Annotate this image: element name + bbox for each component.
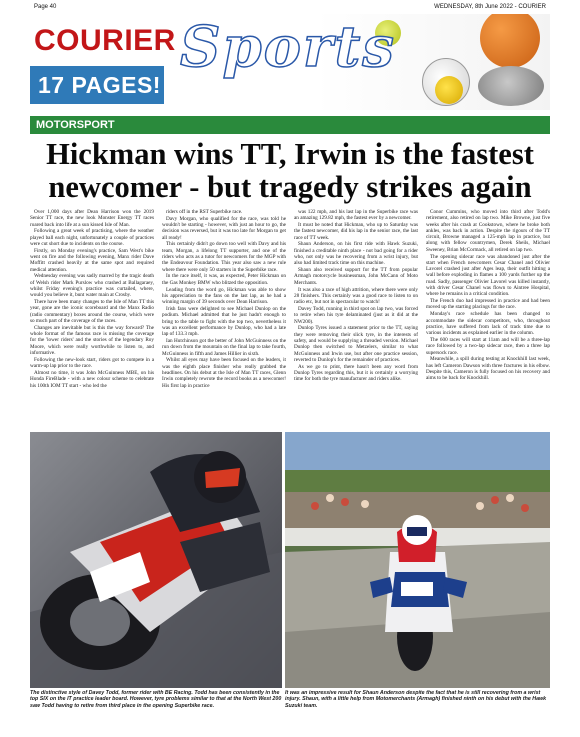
article-paragraph: This certainly didn't go down too well with Davy and his team, Morgan, a lifelong TT supporter, and one of the riders who acts as a tutor for newcomers for the MGP with the Endeavour Foundation. This year also saw a new rule where there were only 50 starters in the Superbike race. xyxy=(162,241,286,273)
article-paragraph: Over 1,000 days after Dean Harrison won the 2019 Senior TT race, the new look Monster Energy TT races roared back into life at a sun kissed Isle of Man. xyxy=(30,209,154,228)
article-paragraph: The opening sidecar race was abandoned just after the start when French newcomers Cesar Chanel and Olivier Lavorel crashed just after Ages leap, their outfit hitting a wall before exploding in flames a 100 yards further up the road. Sadly, passenger Olivier Lavorel was killed instantly, with driver Cesar Chanel was flown to Aintree Hospital, where he remains in a critical condition. xyxy=(426,253,550,298)
article-paragraph: Changes are inevitable but is this the way forward? The whole format of the famous race is missing the coverage for the 'lower riders' and the stories of the legendary Roy Moore, which were really worthwhile to listen to, and informative. xyxy=(30,324,154,357)
motorcycle-racer-image xyxy=(30,432,282,688)
article-paragraph: Shaun also received support for the TT from popular Armagh motorcycle businessman, John McCann of Moto Merchants. xyxy=(294,267,418,286)
article-column-4 xyxy=(426,209,550,429)
article-column-1 xyxy=(30,209,154,429)
article-paragraph: Davy Morgan, who qualified for the race, was told he wouldn't be starting - however, with just an hour to go, the decision was reversed, but it was too late for Morgan to get all ready! xyxy=(162,215,286,241)
article-paragraph: There have been many changes to the Isle of Man TT this year, gone are the iconic scoreboard and the Manx Radio (radio commentary) boxes around the course, which were so much part of the coverage of the races. xyxy=(30,299,154,325)
pool-ball-icon xyxy=(435,76,463,104)
photo-caption-left: The distinctive style of Davey Todd, former rider with BE Racing. Todd has been consistently in the top SIX on the IT practice leader board. However, tyre problems similar to that at the North West 200 saw Todd having to retire from third place in the opening Superbike race. xyxy=(30,690,282,709)
article-column-3 xyxy=(294,209,418,429)
article-paragraph: Wednesday evening was sadly marred by the tragic death of Welsh rider Mark Purslow who crashed at Ballagaraey, whilst Friday evening's practice was curtailed, where, would you believe it, bunt water main at Crosby. xyxy=(30,273,154,299)
section-label: MOTORSPORT xyxy=(36,119,115,131)
rugby-ball-icon xyxy=(478,66,544,106)
motorcycle-road-race-image xyxy=(285,432,550,688)
article-paragraph: Monday's race schedule has been changed to accommodate the sidecar competitors, who, throughout practice, have suffered from lack of track time due to various incidents as explained earlier in the column. xyxy=(426,311,550,337)
article-paragraph: It must be noted that Hickman, who up to Saturday was the fastest newcomer, did his lap in the senior race, the last race of TT week. xyxy=(294,222,418,241)
page-header xyxy=(0,0,580,14)
photo-shaun-anderson xyxy=(285,432,550,688)
article-paragraph: The 600 races will start at 11am and will be a three-lap race followed by a two-lap sidecar race, then a three lap supersock race. xyxy=(426,336,550,356)
article-paragraph: Shaun Anderson, on his first ride with Hawk Suzuki, finished a creditable ninth place - not bad going for a rider who, not only was he recovering from a wrist injury, but also had limited track time on this machine. xyxy=(294,241,418,267)
article-paragraph: Dunlop Tyres issued a statement prior to the TT, saying they were removing their slick tyre, in the interests of safety, and would be supplying a threaded version. Michael Dunlop then switched to Metzelers, similar to what McGuinness and Irwin use, but after one practice session, reverted to Dunlop's for the remainder of practices. xyxy=(294,325,418,363)
article-column-2 xyxy=(162,209,286,429)
photo-caption-right: It was an impressive result for Shaun Anderson despite the fact that he is still recovering from a wrist injury. Shaun, with a little help from Motomerchants (Armagh) finished ninth on his debut with the Hawk Suzuki team. xyxy=(285,690,547,709)
article-paragraph: was 122 mph, and his last lap in the Superbike race was an amazing 129.82 mph, the fastest ever by a newcomer. xyxy=(294,209,418,222)
article-paragraph: Irish fans were delighted to see Michael Dunlop on the podium. Michael admitted that he just hadn't enough to bring to the table to fight with the top two, nevertheless it was an excellent performance by Dunlop, who had a late lap of 133.3 mph. xyxy=(162,305,286,338)
article-paragraph: Ian Hutchinson got the better of John McGuinness on the run down from the mountain on the final lap to take fourth, McGuinness in fifth and James Hillier in sixth. xyxy=(162,337,286,357)
article-paragraph: Following the new-look start, riders got to compete in a warm-up lap prior to the race. xyxy=(30,356,154,370)
article-paragraph: Following a great week of practising, where the weather played ball each night, unfortunately a couple of practices were cut short due to incidents on the course. xyxy=(30,228,154,247)
article-paragraph: The French duo had impressed in practice and had been moved up the starting placings for the race. xyxy=(426,298,550,311)
article-paragraph: Davey Todd, running in third spot on lap two, was forced to retire when his tyre delaminated (just as it did at the NW200). xyxy=(294,305,418,325)
article-paragraph: In the race itself, it was, as expected, Peter Hickman on the Gas Monkey BMW who blitzed the opposition. xyxy=(162,273,286,286)
masthead xyxy=(30,14,550,110)
article-paragraph: Firstly, on Monday evening's practice, Sam West's bike went on fire and the following evening, Manx rider Dave Moffitt crashed heavily at the same spot and required medical attention. xyxy=(30,247,154,273)
photo-davey-todd xyxy=(30,432,282,688)
article-paragraph: Conor Cummins, who moved into third after Todd's retirement, also retired on lap two. Mike Browne, just five weeks after his crash at Cookstown, where he broke both ankles, was back in action. Despite the rigours of the TT circuit, Browne managed a 125-mph lap in practice, but along with fellow countrymen, Derek Sheils, Michael Sweeney, Brian McCormack, all retired on lap two. xyxy=(426,209,550,253)
article-paragraph: Leading from the word go, Hickman was able to show his appreciation to the fans on the last lap, as he had a winning margin of 39 seconds over Dean Harrison. xyxy=(162,286,286,306)
article-paragraph: Whilst all eyes may have been focused on the leaders, it was the eighth place finisher who really grabbed the headlines. On his debut at the Isle of Man TT races, Glenn Irwin completely rewrote the record books as a newcomer! His first lap in practice xyxy=(162,357,286,389)
article-body xyxy=(30,209,550,429)
article-paragraph: As we go to print, there hasn't been any word from Dunlop Tyres regarding this, but it is certainly a worrying time for both the tyre manufacturer and riders alike. xyxy=(294,363,418,383)
article-paragraph: Meanwhile, a spill during testing at Knockhill last week, has left Cameron Dawson with three fractures in his elbow. Despite this, Cameron is fully focused on his recovery and aims to be back for Knockhill. xyxy=(426,356,550,382)
article-paragraph: Almost no time, it was John McGuinness MBE, on his Honda FireBlade - with a new colour scheme to celebrate his 100th IOM TT start - who led the xyxy=(30,369,154,389)
section-banner xyxy=(30,116,550,134)
page-number: Page 40 xyxy=(34,4,57,10)
article-paragraph: It was also a race of high attrition, where there were only 28 finishers. This certainly was a good race to listen to on radio etc, but not in spectacular to watch! xyxy=(294,286,418,306)
issue-date: WEDNESDAY, 8th June 2022 - COURIER xyxy=(434,4,546,10)
pages-badge: 17 PAGES! xyxy=(30,66,164,104)
basketball-icon xyxy=(480,14,540,68)
section-title: Sports xyxy=(180,14,396,80)
article-paragraph: riders off in the RST Superbike race. xyxy=(166,209,243,215)
brand-logo: COURIER xyxy=(34,24,176,57)
headline: Hickman wins TT, Irwin is the fastest newcomer - but tragedy strikes again xyxy=(46,137,534,204)
